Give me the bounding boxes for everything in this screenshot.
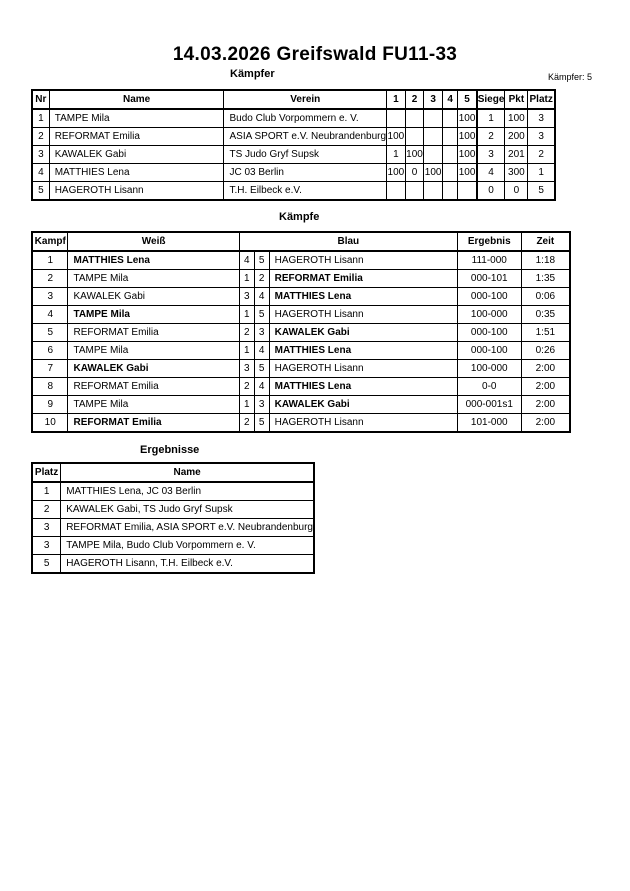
fight-white-name: TAMPE Mila [68,306,239,324]
col-round-3: 3 [424,90,443,109]
fight-blue-nr: 5 [254,414,269,433]
col-name: Name [49,90,224,109]
fight-result: 100-000 [457,306,521,324]
fighter-round-4 [442,164,458,182]
fight-time: 2:00 [521,360,570,378]
fight-row [32,324,570,342]
fight-white-name: KAWALEK Gabi [68,288,239,306]
fighter-name: MATTHIES Lena [49,164,224,182]
col-time: Zeit [521,232,570,251]
result-place: 1 [32,482,61,501]
fighter-club: ASIA SPORT e.V. Neubrandenburg [224,128,387,146]
fighter-nr: 2 [32,128,49,146]
fight-blue-name: MATTHIES Lena [269,288,457,306]
fight-time: 0:35 [521,306,570,324]
fighter-points: 200 [505,128,528,146]
fighter-round-2 [405,128,424,146]
fight-number: 2 [32,270,68,288]
fighter-wins: 1 [477,109,505,128]
col-round-1: 1 [387,90,406,109]
fight-white-name: KAWALEK Gabi [68,360,239,378]
fight-blue-name: REFORMAT Emilia [269,270,457,288]
fights-header-row [32,232,570,251]
fighter-round-3: 100 [424,164,443,182]
col-place: Platz [528,90,555,109]
fight-row [32,342,570,360]
fight-time: 2:00 [521,378,570,396]
fight-blue-name: KAWALEK Gabi [269,396,457,414]
fights-table [31,231,571,433]
fighter-place: 5 [528,182,555,201]
result-name: HAGEROTH Lisann, T.H. Eilbeck e.V. [61,555,314,574]
fighter-round-5 [458,182,477,201]
fighter-row [32,164,555,182]
col-result-place: Platz [32,463,61,482]
fight-blue-name: MATTHIES Lena [269,342,457,360]
fighter-name: REFORMAT Emilia [49,128,224,146]
fighter-points: 0 [505,182,528,201]
fighter-nr: 1 [32,109,49,128]
fight-white-nr: 3 [239,288,254,306]
fighter-row [32,109,555,128]
fighter-wins: 2 [477,128,505,146]
fighter-round-2: 100 [405,146,424,164]
fighter-points: 300 [505,164,528,182]
fight-time: 2:00 [521,396,570,414]
fight-white-nr: 3 [239,360,254,378]
fight-row [32,251,570,270]
fighter-round-1: 100 [387,128,406,146]
fighter-place: 2 [528,146,555,164]
fight-white-nr: 1 [239,270,254,288]
fighter-club: T.H. Eilbeck e.V. [224,182,387,201]
fighter-round-2 [405,109,424,128]
fight-white-nr: 2 [239,414,254,433]
col-result: Ergebnis [457,232,521,251]
fight-result: 100-000 [457,360,521,378]
fighter-name: KAWALEK Gabi [49,146,224,164]
result-row [32,555,314,574]
fighter-row [32,128,555,146]
col-round-4: 4 [442,90,458,109]
fighter-round-4 [442,146,458,164]
result-name: MATTHIES Lena, JC 03 Berlin [61,482,314,501]
page-title: 14.03.2026 Greifswald FU11-33 [172,44,458,65]
fighter-round-3 [424,109,443,128]
fight-blue-name: HAGEROTH Lisann [269,360,457,378]
fight-result: 000-101 [457,270,521,288]
fighters-count: Kämpfer: 5 [548,72,593,82]
fighter-nr: 4 [32,164,49,182]
fight-blue-nr: 4 [254,288,269,306]
fight-white-name: TAMPE Mila [68,270,239,288]
fight-time: 0:26 [521,342,570,360]
fight-time: 1:18 [521,251,570,270]
fighter-wins: 0 [477,182,505,201]
fight-result: 000-100 [457,324,521,342]
fighter-round-3 [424,182,443,201]
result-place: 2 [32,501,61,519]
result-place: 3 [32,519,61,537]
col-club: Verein [224,90,387,109]
fighter-round-4 [442,128,458,146]
fights-heading: Kämpfe [279,211,320,223]
fight-white-name: REFORMAT Emilia [68,378,239,396]
results-heading: Ergebnisse [140,444,200,456]
fighter-round-1 [387,182,406,201]
fighter-points: 201 [505,146,528,164]
col-round-5: 5 [458,90,477,109]
col-fight: Kampf [32,232,68,251]
fight-row [32,396,570,414]
fighter-wins: 3 [477,146,505,164]
fighter-club: TS Judo Gryf Supsk [224,146,387,164]
fight-white-name: REFORMAT Emilia [68,414,239,433]
fight-number: 1 [32,251,68,270]
fight-blue-name: HAGEROTH Lisann [269,414,457,433]
fighter-round-3 [424,146,443,164]
fighter-points: 100 [505,109,528,128]
fight-row [32,288,570,306]
result-name: REFORMAT Emilia, ASIA SPORT e.V. Neubrandenburg [61,519,314,537]
fighter-round-4 [442,182,458,201]
fighters-table [31,89,556,201]
result-row [32,482,314,501]
fight-number: 5 [32,324,68,342]
fight-time: 1:51 [521,324,570,342]
fight-number: 6 [32,342,68,360]
fight-row [32,306,570,324]
fight-blue-nr: 3 [254,324,269,342]
fight-white-nr: 2 [239,324,254,342]
fighter-place: 3 [528,128,555,146]
fight-blue-nr: 4 [254,342,269,360]
result-row [32,501,314,519]
fight-blue-nr: 4 [254,378,269,396]
result-name: KAWALEK Gabi, TS Judo Gryf Supsk [61,501,314,519]
fight-blue-name: KAWALEK Gabi [269,324,457,342]
fight-result: 101-000 [457,414,521,433]
fight-number: 9 [32,396,68,414]
fight-blue-nr: 5 [254,251,269,270]
fight-number: 10 [32,414,68,433]
fight-white-nr: 4 [239,251,254,270]
fighter-round-1: 1 [387,146,406,164]
fight-white-name: TAMPE Mila [68,342,239,360]
fight-blue-name: HAGEROTH Lisann [269,306,457,324]
fight-result: 000-001s1 [457,396,521,414]
fighter-round-2: 0 [405,164,424,182]
fight-row [32,378,570,396]
fighter-name: HAGEROTH Lisann [49,182,224,201]
fight-time: 0:06 [521,288,570,306]
col-nr: Nr [32,90,49,109]
fighter-place: 3 [528,109,555,128]
fight-number: 3 [32,288,68,306]
fight-blue-nr: 2 [254,270,269,288]
fighter-round-1: 100 [387,164,406,182]
fight-result: 000-100 [457,342,521,360]
col-wins: Siege [477,90,505,109]
fight-white-name: REFORMAT Emilia [68,324,239,342]
fight-white-nr: 1 [239,306,254,324]
fight-blue-nr: 3 [254,396,269,414]
fight-row [32,270,570,288]
col-white: Weiß [68,232,239,251]
fight-time: 1:35 [521,270,570,288]
result-row [32,519,314,537]
fight-number: 7 [32,360,68,378]
fighter-round-1 [387,109,406,128]
fighter-wins: 4 [477,164,505,182]
fight-blue-name: MATTHIES Lena [269,378,457,396]
fighter-name: TAMPE Mila [49,109,224,128]
fight-blue-nr: 5 [254,306,269,324]
fighter-row [32,146,555,164]
fighter-round-5: 100 [458,146,477,164]
fight-row [32,414,570,433]
fight-result: 000-100 [457,288,521,306]
result-row [32,537,314,555]
col-blue: Blau [239,232,457,251]
col-points: Pkt [505,90,528,109]
fight-white-name: TAMPE Mila [68,396,239,414]
fight-blue-name: HAGEROTH Lisann [269,251,457,270]
fight-result: 0-0 [457,378,521,396]
fight-number: 8 [32,378,68,396]
fight-white-nr: 1 [239,396,254,414]
fighter-round-2 [405,182,424,201]
fighter-round-3 [424,128,443,146]
fight-number: 4 [32,306,68,324]
fight-time: 2:00 [521,414,570,433]
fighter-row [32,182,555,201]
fighter-round-4 [442,109,458,128]
results-header-row [32,463,314,482]
results-table [31,462,315,574]
result-place: 5 [32,555,61,574]
fighters-heading: Kämpfer [230,68,275,80]
fight-blue-nr: 5 [254,360,269,378]
fighter-club: JC 03 Berlin [224,164,387,182]
fight-row [32,360,570,378]
fight-white-name: MATTHIES Lena [68,251,239,270]
fighter-round-5: 100 [458,109,477,128]
fighter-round-5: 100 [458,128,477,146]
result-place: 3 [32,537,61,555]
fighter-place: 1 [528,164,555,182]
fighter-nr: 3 [32,146,49,164]
result-name: TAMPE Mila, Budo Club Vorpommern e. V. [61,537,314,555]
col-round-2: 2 [405,90,424,109]
fighter-round-5: 100 [458,164,477,182]
col-result-name: Name [61,463,314,482]
fight-white-nr: 2 [239,378,254,396]
fighters-header-row [32,90,555,109]
fight-white-nr: 1 [239,342,254,360]
fight-result: 111-000 [457,251,521,270]
fighter-nr: 5 [32,182,49,201]
fighter-club: Budo Club Vorpommern e. V. [224,109,387,128]
